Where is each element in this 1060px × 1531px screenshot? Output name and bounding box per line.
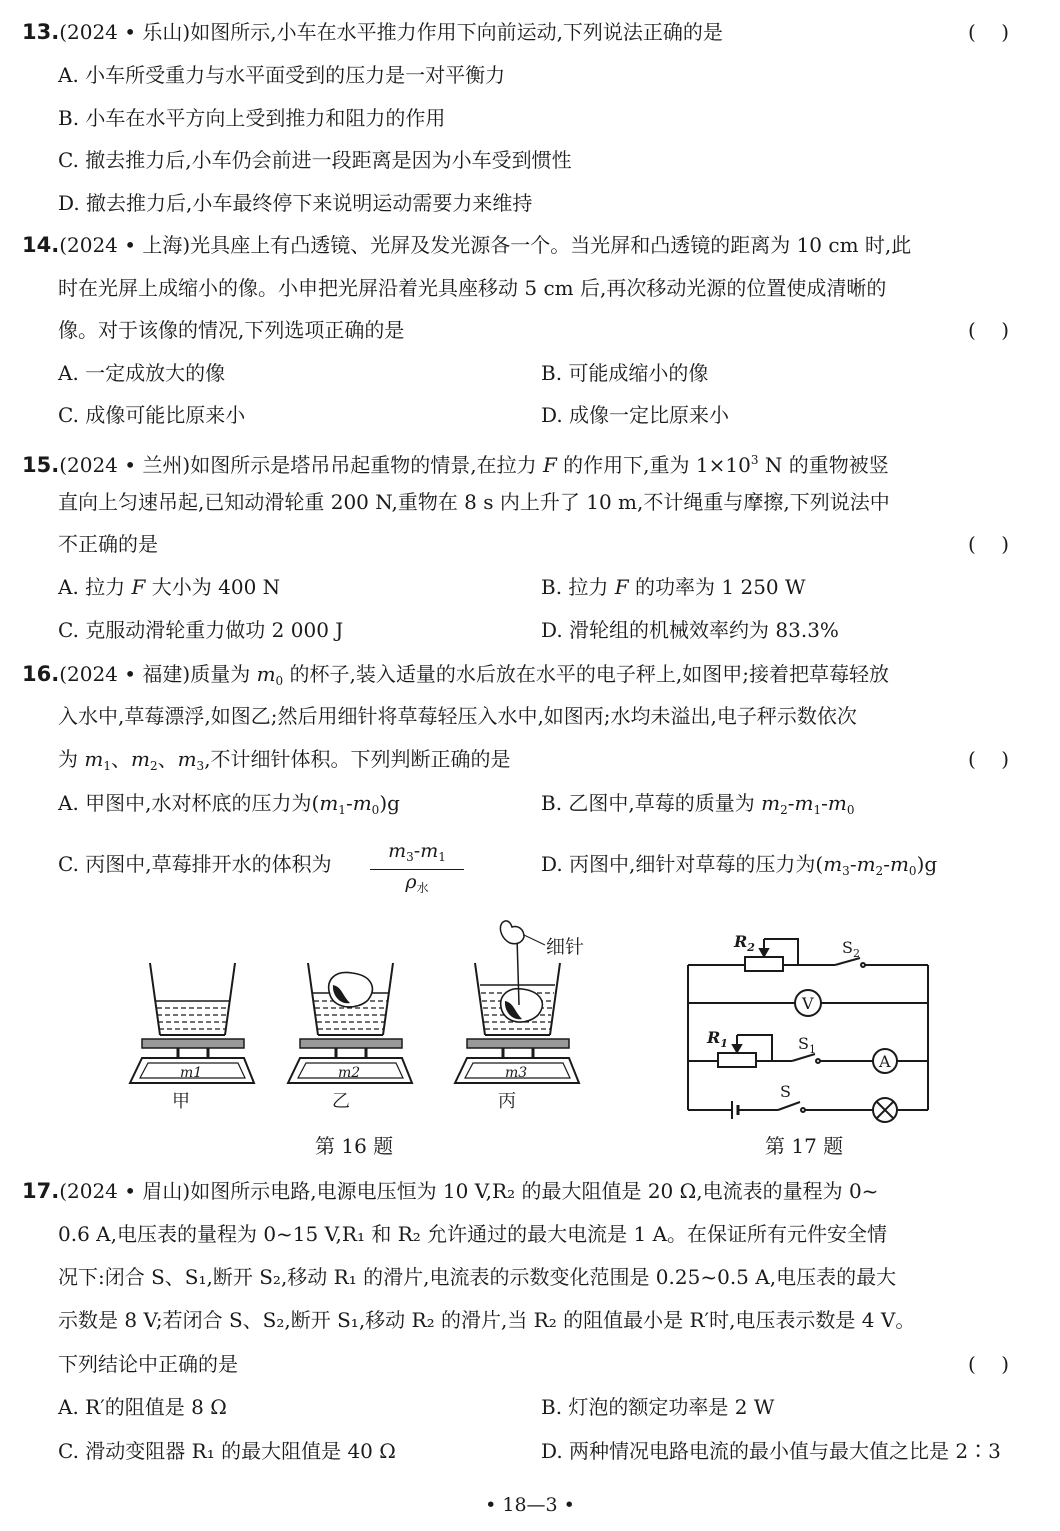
label-jia: 甲 bbox=[172, 1091, 190, 1112]
needle-label: 细针 bbox=[546, 936, 585, 958]
q16-a-m0-sub: 0 bbox=[371, 803, 380, 817]
q16-d-m2: m bbox=[856, 852, 876, 876]
scale-reading-2: m2 bbox=[338, 1065, 361, 1081]
q14-answer-blank: ( ) bbox=[968, 318, 1010, 342]
q16-c-m1-sub: 1 bbox=[438, 850, 446, 864]
q16-a-m0: m bbox=[352, 791, 372, 815]
q16-b-m1: m bbox=[794, 791, 814, 815]
q16-b-minus1: - bbox=[787, 791, 795, 815]
q16-a-post: )g bbox=[379, 791, 400, 815]
q16-option-b bbox=[541, 789, 855, 824]
q16-b-pre: B. 乙图中,草莓的质量为 bbox=[541, 791, 762, 815]
label-bing: 丙 bbox=[498, 1091, 516, 1112]
q15-force-symbol: F bbox=[542, 453, 557, 477]
q16-b-minus2: - bbox=[821, 791, 828, 815]
q15-option-a bbox=[58, 573, 280, 601]
q14-line3: 像。对于该像的情况,下列选项正确的是 bbox=[58, 318, 405, 342]
q15-stem-1a: (2024 • 兰州)如图所示是塔吊吊起重物的情景,在拉力 bbox=[59, 453, 543, 477]
q16-option-d bbox=[541, 850, 937, 885]
q16-b-m0-sub: 0 bbox=[846, 803, 855, 817]
q14-option-a: A. 一定成放大的像 bbox=[58, 361, 226, 385]
q17-answer-blank: ( ) bbox=[968, 1352, 1010, 1376]
q16-d-m3-sub: 3 bbox=[842, 864, 850, 878]
q16-d-m3: m bbox=[823, 852, 843, 876]
q15-a-f: F bbox=[131, 575, 146, 599]
q16-stem-1b: 的杯子,装入适量的水后放在水平的电子秤上,如图甲;接着把草莓轻放 bbox=[283, 662, 889, 686]
q16-stem-3a: 为 bbox=[58, 747, 85, 771]
label-r2 bbox=[733, 932, 755, 954]
r1-letter: R bbox=[707, 1028, 721, 1047]
q17-line2: 0.6 A,电压表的量程为 0~15 V,R₁ 和 R₂ 允许通过的最大电流是 1 A。在保证所有元件安全情 bbox=[58, 1222, 888, 1246]
s1-letter: S bbox=[798, 1034, 809, 1053]
q16-a-pre: A. 甲图中,水对杯底的压力为( bbox=[58, 791, 320, 815]
q16-m2: m bbox=[130, 747, 150, 771]
label-s2 bbox=[842, 938, 860, 960]
scale-reading-3: m3 bbox=[505, 1065, 528, 1081]
q16-m1: m bbox=[84, 747, 104, 771]
q15-b-pre: B. 拉力 bbox=[541, 575, 615, 599]
q13-option-d: D. 撤去推力后,小车最终停下来说明运动需要力来维持 bbox=[58, 191, 533, 215]
q16-sep2: 、 bbox=[157, 747, 178, 771]
q14-stem-1: (2024 • 上海)光具座上有凸透镜、光屏及发光源各一个。当光屏和凸透镜的距离为 10 cm 时,此 bbox=[59, 233, 912, 257]
q16-m3-sub: 3 bbox=[196, 759, 205, 773]
q15-option-c: C. 克服动滑轮重力做功 2 000 J bbox=[58, 618, 344, 642]
q16-a-m1-sub: 1 bbox=[338, 803, 346, 817]
figure-16-caption: 第 16 题 bbox=[315, 1134, 394, 1158]
q17-option-c: C. 滑动变阻器 R₁ 的最大阻值是 40 Ω bbox=[58, 1439, 396, 1463]
s1-sub: 1 bbox=[808, 1043, 816, 1056]
q16-c-fraction bbox=[370, 840, 464, 900]
r2-letter: R bbox=[734, 932, 748, 951]
q14-line1 bbox=[22, 231, 911, 259]
q17-line1 bbox=[22, 1177, 878, 1205]
label-s: S bbox=[780, 1082, 791, 1101]
q16-d-m0: m bbox=[889, 852, 909, 876]
q17-stem-1: (2024 • 眉山)如图所示电路,电源电压恒为 10 V,R₂ 的最大阻值是 20 Ω,电流表的量程为 0~ bbox=[59, 1179, 879, 1203]
q16-line2: 入水中,草莓漂浮,如图乙;然后用细针将草莓轻压入水中,如图丙;水均未溢出,电子秤示数依次 bbox=[58, 704, 857, 728]
q16-d-pre: D. 丙图中,细针对草莓的压力为( bbox=[541, 852, 824, 876]
q13-option-b: B. 小车在水平方向上受到推力和阻力的作用 bbox=[58, 106, 446, 130]
q16-m: m bbox=[256, 662, 276, 686]
q17-line5: 下列结论中正确的是 bbox=[58, 1352, 238, 1376]
q16-c-pre: C. 丙图中,草莓排开水的体积为 bbox=[58, 852, 332, 876]
q16-d-m0-sub: 0 bbox=[908, 864, 917, 878]
hand bbox=[500, 921, 524, 944]
q16-number: 16. bbox=[22, 662, 60, 686]
q16-c-m3: m bbox=[388, 840, 407, 862]
ammeter-label: A bbox=[879, 1052, 891, 1071]
label-yi: 乙 bbox=[332, 1091, 350, 1112]
q14-option-d: D. 成像一定比原来小 bbox=[541, 403, 730, 427]
q16-c-rho-sub: 水 bbox=[416, 881, 429, 895]
figure-17-caption: 第 17 题 bbox=[765, 1134, 844, 1158]
q16-a-m1: m bbox=[319, 791, 339, 815]
q15-b-f: F bbox=[614, 575, 629, 599]
q13-stem: (2024 • 乐山)如图所示,小车在水平推力作用下向前运动,下列说法正确的是 bbox=[59, 20, 723, 44]
q16-d-post: )g bbox=[916, 852, 938, 876]
cup-bing bbox=[455, 921, 584, 1083]
q16-option-a bbox=[58, 789, 400, 824]
q15-b-post: 的功率为 1 250 W bbox=[628, 575, 806, 599]
q16-d-minus1: - bbox=[849, 852, 857, 876]
q16-option-c bbox=[58, 850, 332, 878]
page-number: • 18—3 • bbox=[485, 1494, 575, 1516]
q17-option-b: B. 灯泡的额定功率是 2 W bbox=[541, 1395, 775, 1419]
q15-stem-1c: N 的重物被竖 bbox=[758, 453, 889, 477]
q16-b-m0: m bbox=[827, 791, 847, 815]
q15-a-post: 大小为 400 N bbox=[145, 575, 281, 599]
q14-option-b: B. 可能成缩小的像 bbox=[541, 361, 709, 385]
q17-option-a: A. R′的阻值是 8 Ω bbox=[58, 1395, 227, 1419]
q16-c-numerator bbox=[370, 840, 464, 870]
q16-c-rho: ρ bbox=[405, 871, 417, 893]
q16-c-minus: - bbox=[413, 840, 421, 862]
q16-line3 bbox=[58, 745, 511, 780]
label-r1 bbox=[706, 1028, 728, 1050]
r1-sub: 1 bbox=[720, 1037, 728, 1050]
q15-line3: 不正确的是 bbox=[58, 532, 158, 556]
q17-line3: 况下:闭合 S、S₁,断开 S₂,移动 R₁ 的滑片,电流表的示数变化范围是 0.25~0.5 A,电压表的最大 bbox=[58, 1265, 897, 1289]
q16-a-minus: - bbox=[345, 791, 353, 815]
q15-option-b bbox=[541, 573, 806, 601]
q16-m3: m bbox=[177, 747, 197, 771]
label-s1 bbox=[798, 1034, 816, 1056]
q13-answer-blank: ( ) bbox=[968, 20, 1010, 44]
q15-stem-1b: 的作用下,重为 1×10 bbox=[556, 453, 751, 477]
q14-line2: 时在光屏上成缩小的像。小申把光屏沿着光具座移动 5 cm 后,再次移动光源的位置使成清晰的 bbox=[58, 276, 887, 300]
q16-line1 bbox=[22, 660, 889, 695]
q14-option-c: C. 成像可能比原来小 bbox=[58, 403, 246, 427]
q16-stem-3b: ,不计细针体积。下列判断正确的是 bbox=[204, 747, 511, 771]
q16-c-m1: m bbox=[420, 840, 439, 862]
figure-16-cups-on-scales bbox=[120, 915, 600, 1130]
q17-line4: 示数是 8 V;若闭合 S、S₂,断开 S₁,移动 R₂ 的滑片,当 R₂ 的阻值最小是 R′时,电压表示数是 4 V。 bbox=[58, 1308, 916, 1332]
q16-d-m2-sub: 2 bbox=[875, 864, 884, 878]
q16-b-m2: m bbox=[761, 791, 781, 815]
q16-answer-blank: ( ) bbox=[968, 747, 1010, 771]
figure-17-circuit bbox=[680, 925, 940, 1125]
q17-number: 17. bbox=[22, 1179, 60, 1203]
q15-a-pre: A. 拉力 bbox=[58, 575, 132, 599]
s2-sub: 2 bbox=[852, 947, 860, 960]
scale-reading-1: m1 bbox=[180, 1065, 203, 1081]
q16-m1-sub: 1 bbox=[103, 759, 111, 773]
q16-d-minus2: - bbox=[883, 852, 890, 876]
q16-c-denominator bbox=[370, 870, 464, 900]
q15-exponent: 3 bbox=[750, 453, 759, 467]
voltmeter-label: V bbox=[802, 994, 814, 1013]
q16-c-m3-sub: 3 bbox=[406, 850, 414, 864]
q14-number: 14. bbox=[22, 233, 60, 257]
q13-option-c: C. 撤去推力后,小车仍会前进一段距离是因为小车受到惯性 bbox=[58, 148, 572, 172]
q15-line1 bbox=[22, 446, 889, 479]
q15-answer-blank: ( ) bbox=[968, 532, 1010, 556]
q16-m2-sub: 2 bbox=[149, 759, 158, 773]
s2-letter: S bbox=[842, 938, 853, 957]
r2-sub: 2 bbox=[747, 941, 755, 954]
q15-number: 15. bbox=[22, 453, 60, 477]
q16-sep1: 、 bbox=[110, 747, 131, 771]
q16-b-m2-sub: 2 bbox=[780, 803, 788, 817]
q15-option-d: D. 滑轮组的机械效率约为 83.3% bbox=[541, 618, 839, 642]
q13-number: 13. bbox=[22, 20, 60, 44]
q15-line2: 直向上匀速吊起,已知动滑轮重 200 N,重物在 8 s 内上升了 10 m,不计绳重与摩擦,下列说法中 bbox=[58, 490, 890, 514]
q17-option-d: D. 两种情况电路电流的最小值与最大值之比是 2∶3 bbox=[541, 1439, 1001, 1463]
q13-option-a: A. 小车所受重力与水平面受到的压力是一对平衡力 bbox=[58, 63, 506, 87]
q16-b-m1-sub: 1 bbox=[813, 803, 822, 817]
q13-line1 bbox=[22, 18, 723, 46]
q16-m0-sub: 0 bbox=[275, 674, 284, 688]
q16-stem-1a: (2024 • 福建)质量为 bbox=[59, 662, 257, 686]
